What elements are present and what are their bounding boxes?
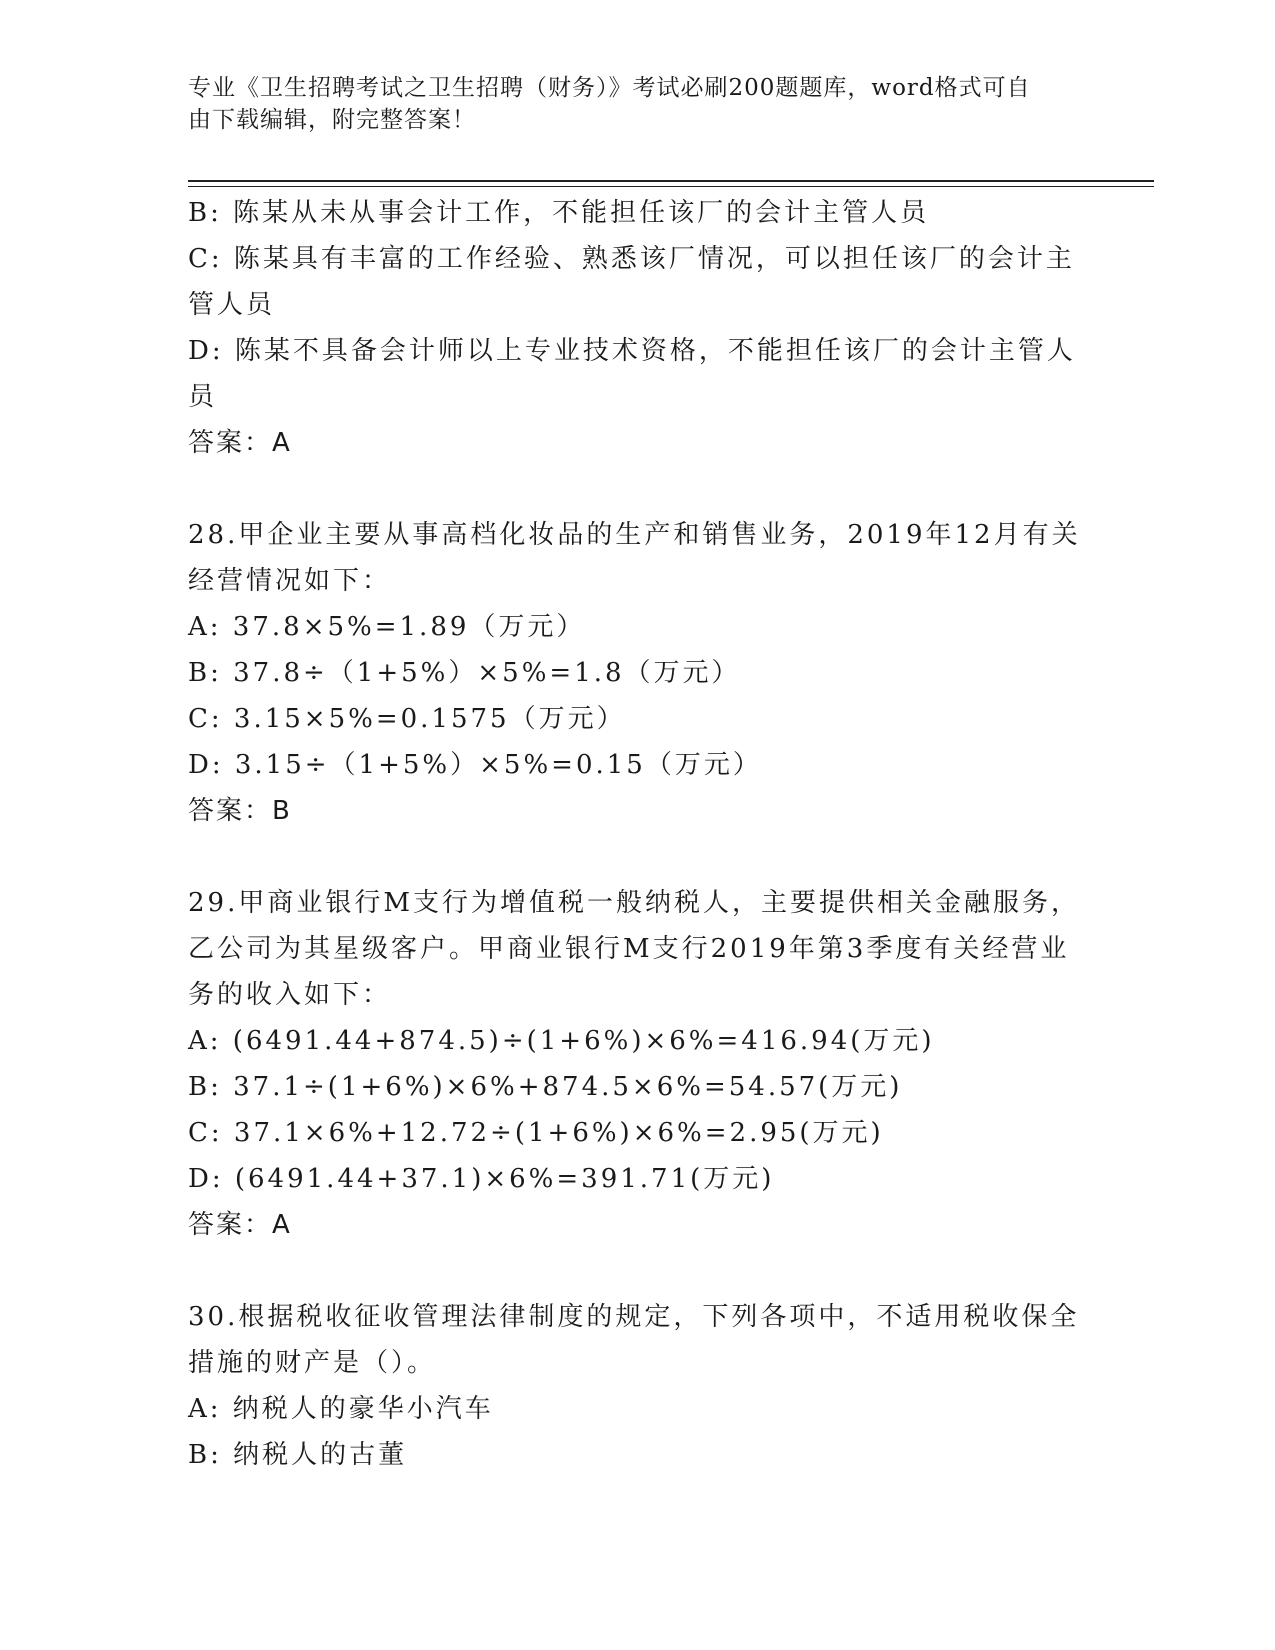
option-a: A: 37.8×5%=1.89（万元）	[188, 612, 586, 642]
answer-label: 答案：A	[188, 1210, 292, 1240]
question-stem-continued: 措施的财产是（）。	[188, 1348, 437, 1378]
option-c: C: 37.1×6%+12.72÷(1+6%)×6%=2.95(万元)	[188, 1118, 884, 1148]
answer-label: 答案：B	[188, 796, 292, 826]
spacer	[188, 834, 1078, 880]
header-rule-thick	[188, 180, 1154, 182]
question-stem: 30.根据税收征收管理法律制度的规定，下列各项中，不适用税收保全	[188, 1302, 1080, 1332]
question-stem-continued: 经营情况如下：	[188, 566, 392, 596]
option-b: B: 陈某从未从事会计工作，不能担任该厂的会计主管人员	[188, 198, 930, 228]
option-a: A: 纳税人的豪华小汽车	[188, 1394, 494, 1424]
option-d: D: 3.15÷（1+5%）×5%=0.15（万元）	[188, 750, 762, 780]
option-a: A: (6491.44+874.5)÷(1+6%)×6%=416.94(万元)	[188, 1026, 935, 1056]
question-stem-continued: 乙公司为其星级客户。甲商业银行M支行2019年第3季度有关经营业	[188, 934, 1070, 964]
spacer	[188, 1248, 1078, 1294]
question-27	[188, 190, 1078, 466]
question-content	[188, 190, 1081, 1478]
option-d-continued: 员	[188, 382, 218, 412]
option-b: B: 37.8÷（1+5%）×5%=1.8（万元）	[188, 658, 741, 688]
question-stem: 28.甲企业主要从事高档化妆品的生产和销售业务，2019年12月有关	[188, 520, 1081, 550]
option-d: D: (6491.44+37.1)×6%=391.71(万元)	[188, 1164, 775, 1194]
header-line-1: 专业《卫生招聘考试之卫生招聘（财务）》考试必刷200题题库，word格式可自	[188, 75, 1031, 101]
spacer	[188, 466, 1078, 512]
option-c: C: 陈某具有丰富的工作经验、熟悉该厂情况，可以担任该厂的会计主	[188, 244, 1075, 274]
answer-label: 答案：A	[188, 428, 292, 458]
document-header	[188, 72, 1068, 136]
option-c-continued: 管人员	[188, 290, 276, 320]
header-rule-thin	[188, 186, 1154, 187]
question-29	[188, 880, 1078, 1248]
header-line-2: 由下载编辑，附完整答案！	[188, 107, 476, 133]
question-28	[188, 512, 1081, 834]
option-b: B: 纳税人的古董	[188, 1440, 408, 1470]
question-stem-continued: 务的收入如下：	[188, 980, 392, 1010]
question-30	[188, 1294, 1078, 1478]
option-c: C: 3.15×5%=0.1575（万元）	[188, 704, 626, 734]
question-stem: 29.甲商业银行M支行为增值税一般纳税人，主要提供相关金融服务，	[188, 888, 1080, 918]
option-b: B: 37.1÷(1+6%)×6%+874.5×6%=54.57(万元)	[188, 1072, 903, 1102]
option-d: D: 陈某不具备会计师以上专业技术资格，不能担任该厂的会计主管人	[188, 336, 1076, 366]
